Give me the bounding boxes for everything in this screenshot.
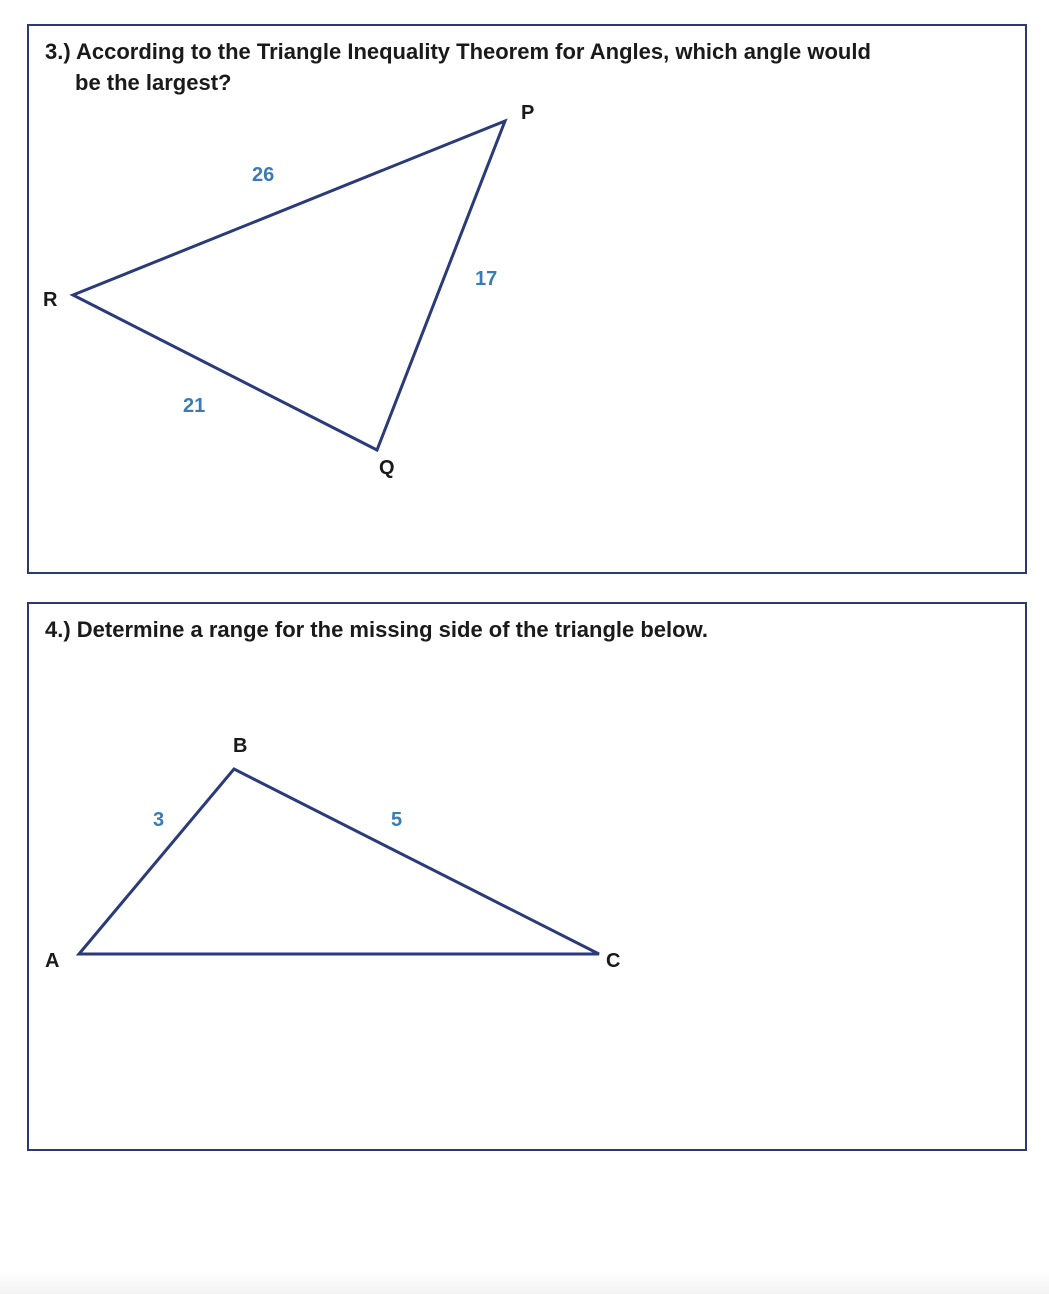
side-label-bc: 5: [391, 809, 403, 831]
problem-3-question-line-1: 3.) According to the Triangle Inequality Theorem for Angles, which angle would: [45, 39, 871, 64]
vertex-label-r: R: [43, 289, 58, 311]
vertex-label-a: A: [45, 950, 60, 972]
side-label-ab: 3: [153, 809, 165, 831]
problem-4-box: [27, 602, 1027, 1151]
vertex-label-c: C: [606, 950, 621, 972]
triangle-pqr: [73, 121, 505, 450]
vertex-label-q: Q: [379, 457, 395, 479]
page-bottom-shade: [0, 1272, 1049, 1294]
vertex-label-b: B: [233, 735, 248, 757]
problem-3-box: [27, 24, 1027, 574]
problem-4-question: 4.) Determine a range for the missing side of the triangle below.: [45, 617, 708, 642]
side-label-rq: 21: [183, 395, 206, 417]
problem-3-question-line-2: be the largest?: [75, 70, 232, 95]
side-label-pq: 17: [475, 268, 498, 290]
triangle-abc-figure: [29, 604, 1029, 1153]
vertex-label-p: P: [521, 102, 535, 124]
triangle-abc: [79, 769, 599, 954]
side-label-rp: 26: [252, 164, 275, 186]
triangle-pqr-figure: [29, 26, 1029, 576]
